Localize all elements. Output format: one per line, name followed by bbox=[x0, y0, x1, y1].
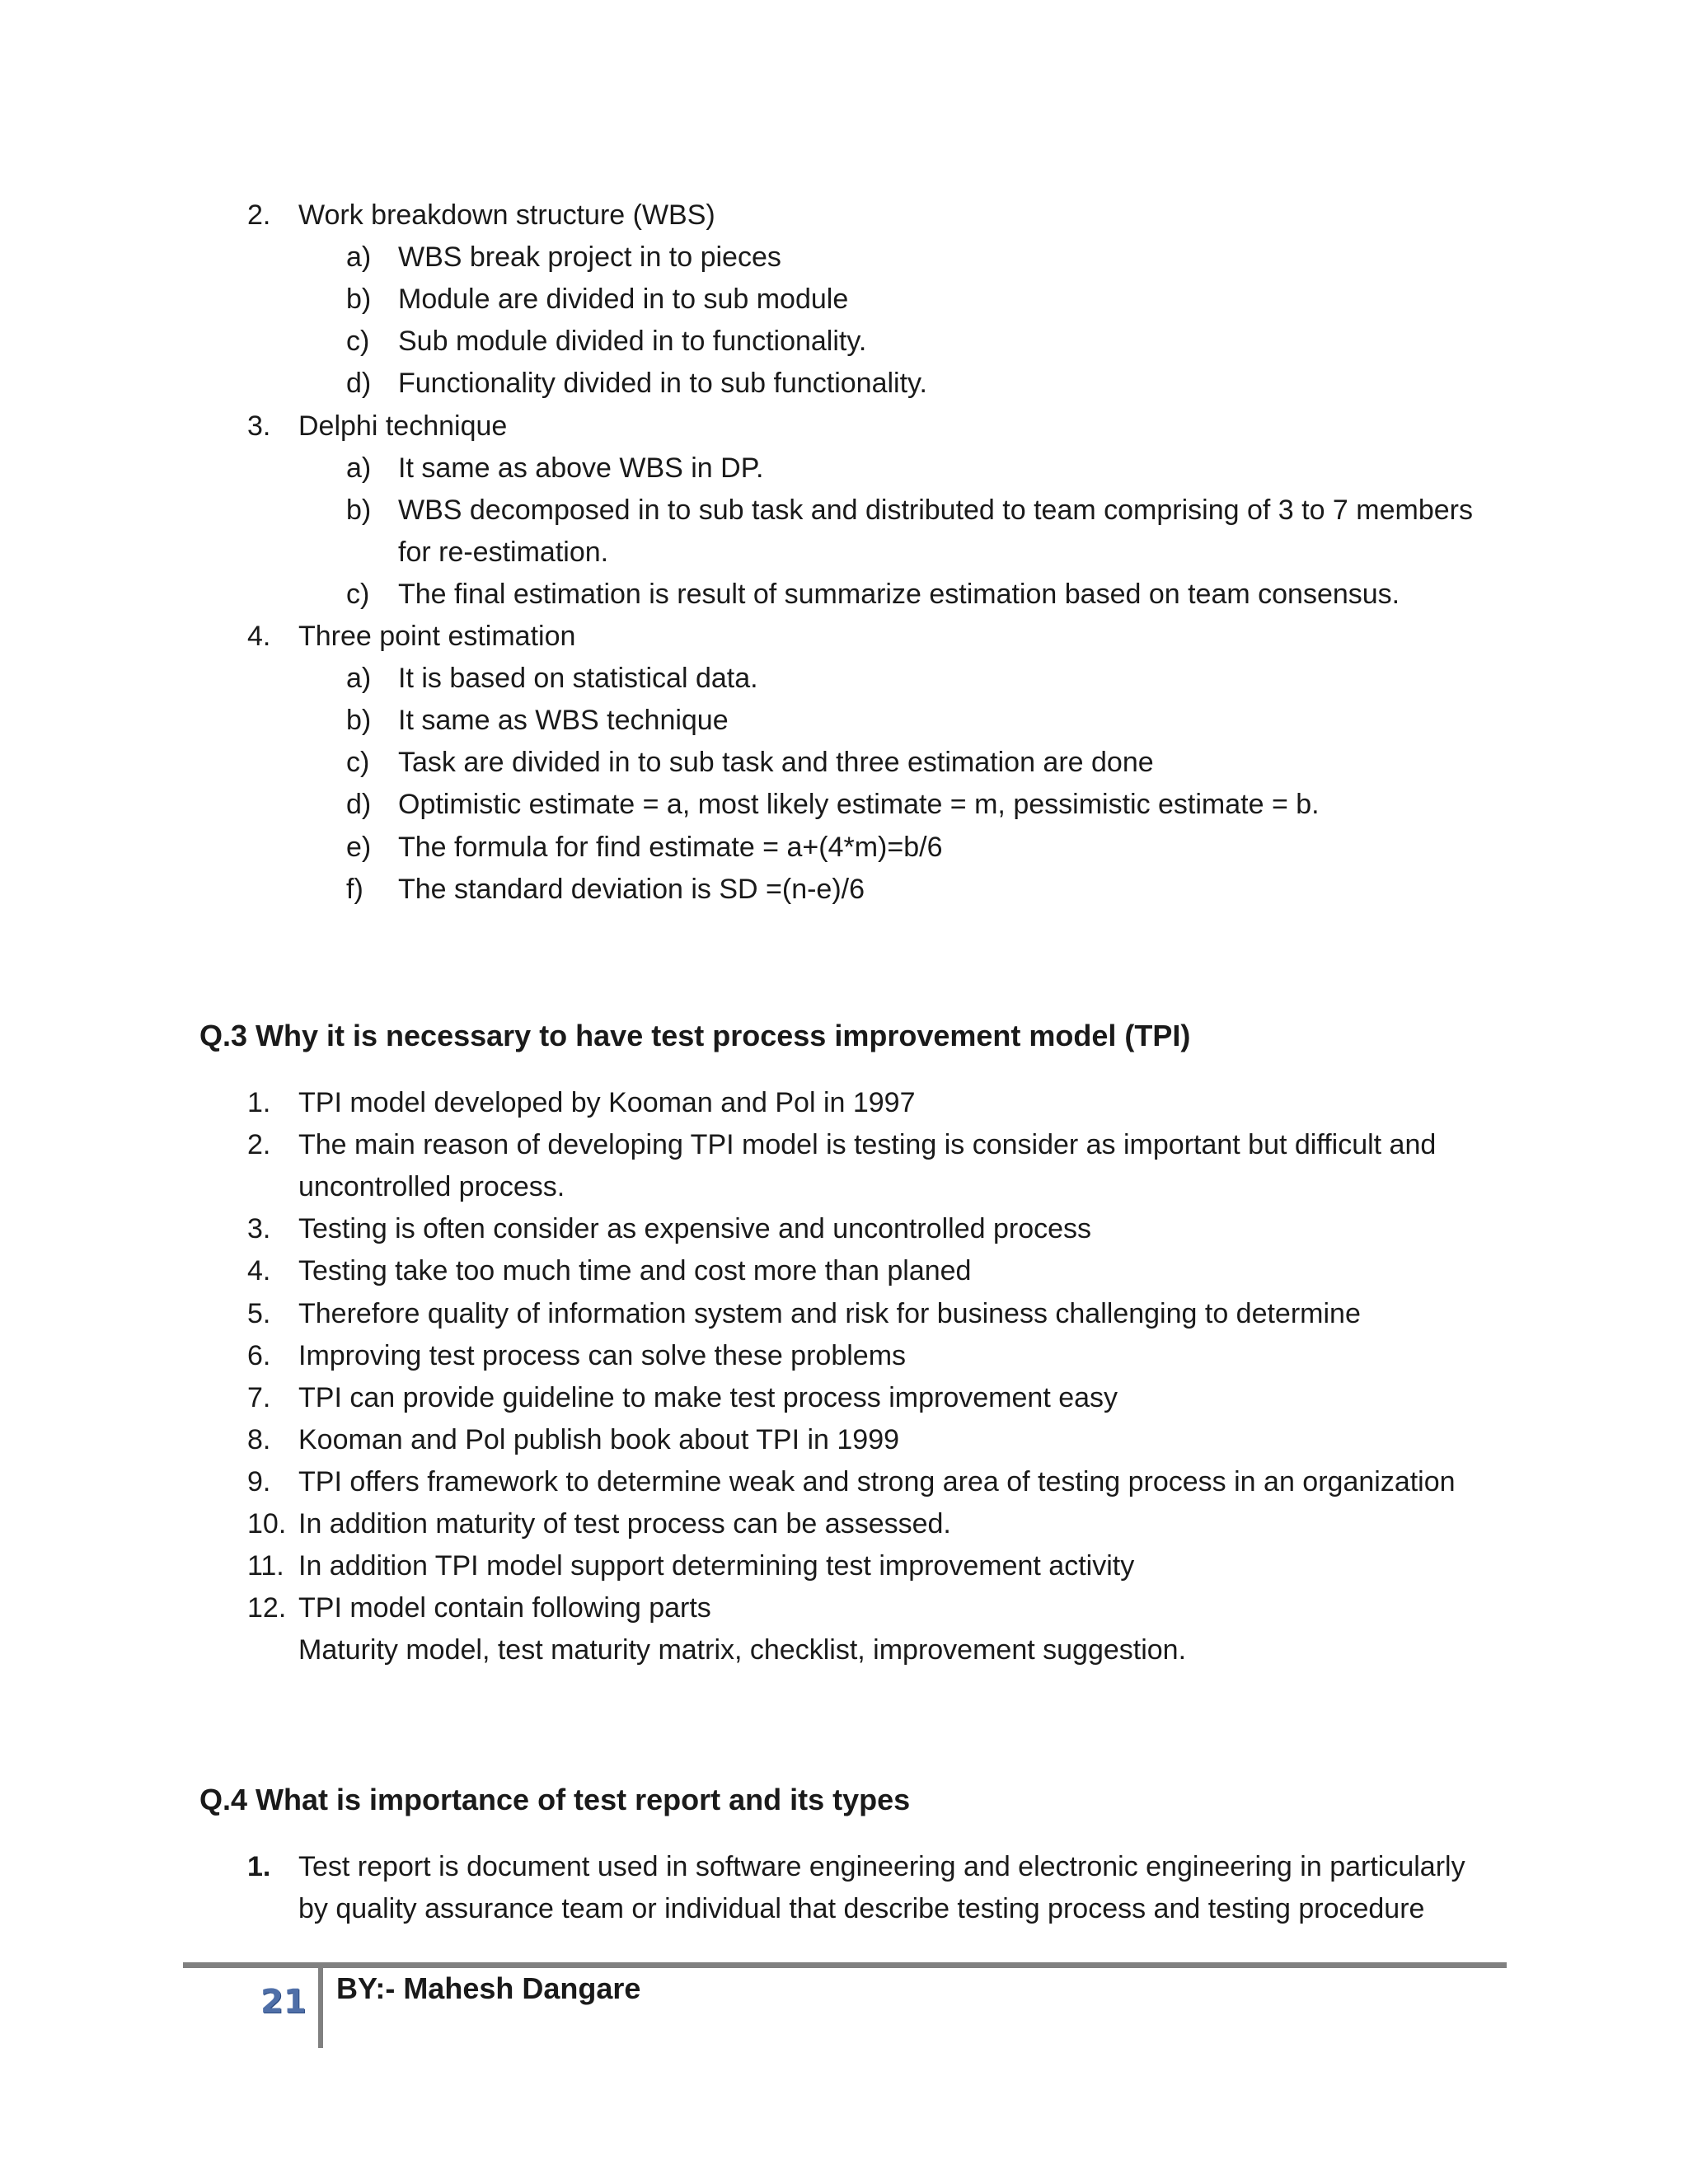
list-item-number: c) bbox=[346, 326, 370, 358]
list-item-number: c) bbox=[346, 578, 370, 610]
list-item-text: In addition maturity of test process can be assessed. bbox=[298, 1508, 951, 1540]
list-item-text: Improving test process can solve these problems bbox=[298, 1339, 907, 1371]
list-item-text: The standard deviation is SD =(n-e)/6 bbox=[398, 873, 865, 905]
list-item-text: Functionality divided in to sub functionality. bbox=[398, 368, 927, 400]
list-item-number: e) bbox=[346, 831, 372, 863]
list-item-text: Optimistic estimate = a, most likely estimate = m, pessimistic estimate = b. bbox=[398, 789, 1320, 821]
list-item-text: WBS decomposed in to sub task and distributed to team comprising of 3 to 7 members bbox=[398, 494, 1473, 526]
list-item-number: 4. bbox=[247, 621, 271, 652]
list-item-text: Therefore quality of information system and risk for business challenging to determine bbox=[298, 1297, 1361, 1329]
list-item-text: TPI can provide guideline to make test process improvement easy bbox=[298, 1381, 1118, 1413]
list-item-text: Module are divided in to sub module bbox=[398, 284, 849, 316]
q4-heading: Q.4 What is importance of test report and its types bbox=[199, 1783, 911, 1816]
list-item-number: 12. bbox=[247, 1592, 287, 1624]
list-item-number: 3. bbox=[247, 410, 271, 442]
list-item-text: The main reason of developing TPI model is testing is consider as important but difficult and bbox=[298, 1129, 1437, 1161]
footer-divider bbox=[318, 1966, 323, 2048]
list-item-number: d) bbox=[346, 789, 372, 821]
list-item-text: It is based on statistical data. bbox=[398, 663, 758, 695]
list-item-text: Task are divided in to sub task and three estimation are done bbox=[398, 747, 1154, 779]
list-item-number: b) bbox=[346, 284, 372, 316]
list-item-number: 7. bbox=[247, 1381, 271, 1413]
list-item-text: WBS break project in to pieces bbox=[398, 241, 781, 274]
list-item-text: Three point estimation bbox=[298, 621, 576, 652]
list-item-number: 2. bbox=[247, 1129, 271, 1161]
list-item-text: Kooman and Pol publish book about TPI in 1999 bbox=[298, 1423, 900, 1455]
list-item-number: 4. bbox=[247, 1255, 271, 1287]
list-item-text: It same as WBS technique bbox=[398, 705, 729, 737]
list-item-number: 6. bbox=[247, 1339, 271, 1371]
list-item-number: 1. bbox=[247, 1851, 271, 1882]
list-item-text: Test report is document used in software engineering and electronic engineering in particularly bbox=[298, 1851, 1465, 1882]
list-item-text: uncontrolled process. bbox=[298, 1171, 565, 1203]
footer-rule bbox=[183, 1962, 1507, 1968]
list-item-text: Delphi technique bbox=[298, 410, 508, 442]
list-item-text: The formula for find estimate = a+(4*m)=b/6 bbox=[398, 831, 943, 863]
q3-heading: Q.3 Why it is necessary to have test process improvement model (TPI) bbox=[199, 1019, 1191, 1052]
list-item-text: It same as above WBS in DP. bbox=[398, 452, 764, 484]
list-item-text: TPI model developed by Kooman and Pol in 1997 bbox=[298, 1087, 916, 1118]
list-item-text: In addition TPI model support determining test improvement activity bbox=[298, 1550, 1135, 1582]
list-item-number: 2. bbox=[247, 199, 271, 231]
list-item-text: TPI offers framework to determine weak and strong area of testing process in an organization bbox=[298, 1465, 1456, 1497]
list-item-text: Work breakdown structure (WBS) bbox=[298, 199, 715, 231]
list-item-number: 3. bbox=[247, 1213, 271, 1245]
list-item-number: d) bbox=[346, 368, 372, 400]
list-item-number: a) bbox=[346, 663, 372, 695]
list-item-number: b) bbox=[346, 705, 372, 737]
list-item-number: 9. bbox=[247, 1465, 271, 1497]
list-item-text: Testing take too much time and cost more than planed bbox=[298, 1255, 972, 1287]
list-item-number: 1. bbox=[247, 1087, 271, 1118]
list-item-text: for re-estimation. bbox=[398, 536, 609, 568]
list-item-number: 10. bbox=[247, 1508, 287, 1540]
list-item-number: 11. bbox=[247, 1550, 284, 1582]
list-item-text: The final estimation is result of summarize estimation based on team consensus. bbox=[398, 578, 1400, 610]
author-credit: BY:- Mahesh Dangare bbox=[336, 1971, 641, 2005]
list-item-number: a) bbox=[346, 452, 372, 484]
list-item-number: a) bbox=[346, 241, 372, 274]
page-number: 21 bbox=[260, 1983, 307, 2021]
list-item-number: 5. bbox=[247, 1297, 271, 1329]
list-item-number: f) bbox=[346, 873, 363, 905]
list-item-text: by quality assurance team or individual that describe testing process and testing procedure bbox=[298, 1893, 1425, 1925]
list-item-number: c) bbox=[346, 747, 370, 779]
list-item-number: b) bbox=[346, 494, 372, 526]
list-item-text: Sub module divided in to functionality. bbox=[398, 326, 867, 358]
list-item-text: TPI model contain following parts bbox=[298, 1592, 711, 1624]
list-item-text: Testing is often consider as expensive and uncontrolled process bbox=[298, 1213, 1092, 1245]
list-item-number: 8. bbox=[247, 1423, 271, 1455]
list-item-text: Maturity model, test maturity matrix, checklist, improvement suggestion. bbox=[298, 1634, 1187, 1666]
